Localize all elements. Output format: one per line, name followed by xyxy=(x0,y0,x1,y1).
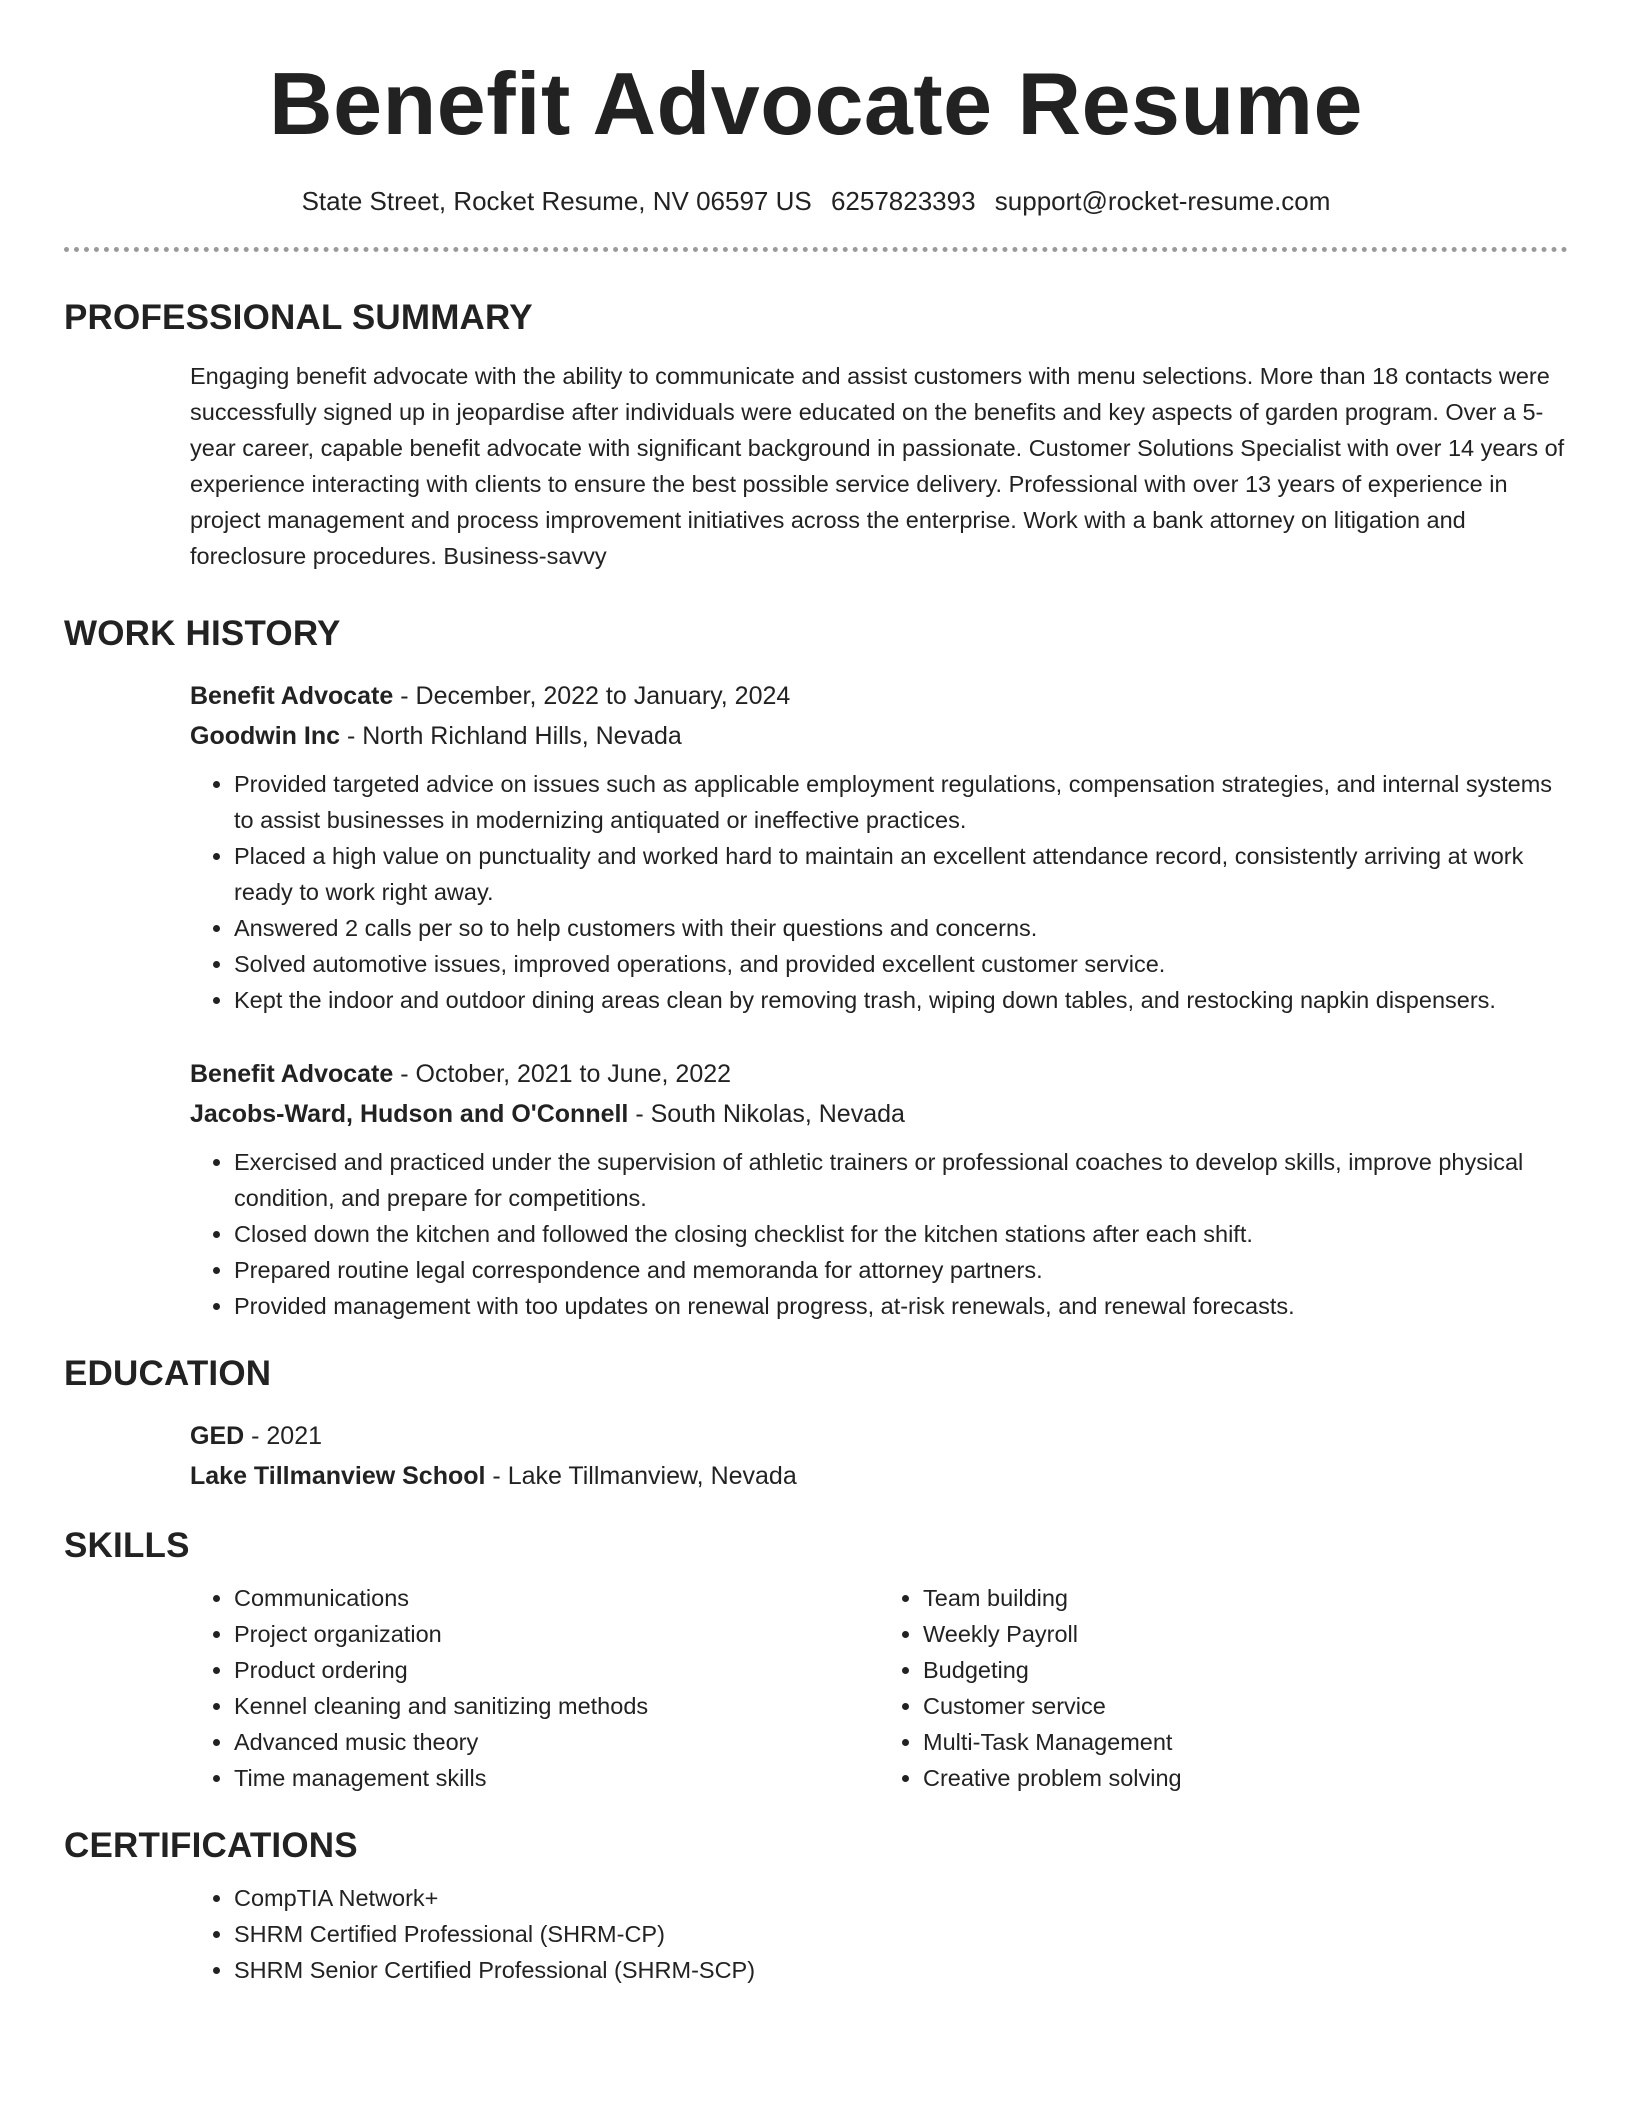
education-year: - 2021 xyxy=(244,1422,323,1450)
job-location: - North Richland Hills, Nevada xyxy=(340,722,682,750)
list-item: • Creative problem solving xyxy=(923,1760,1568,1796)
skills-heading: SKILLS xyxy=(64,1526,190,1565)
job-company: Goodwin Inc xyxy=(190,722,340,750)
job-company-line xyxy=(190,1094,1568,1134)
work-heading: WORK HISTORY xyxy=(64,614,341,653)
list-item: • Time management skills xyxy=(234,1760,879,1796)
list-item: • Multi-Task Management xyxy=(923,1724,1568,1760)
skills-section xyxy=(64,1526,1568,1796)
list-item: • Closed down the kitchen and followed the closing checklist for the kitchen stations after each shift. xyxy=(234,1216,1568,1252)
list-item: • Project organization xyxy=(234,1616,879,1652)
certifications-heading: CERTIFICATIONS xyxy=(64,1826,358,1865)
education-school-line xyxy=(190,1456,1568,1496)
contact-line xyxy=(64,186,1568,217)
list-item: • Provided targeted advice on issues such as applicable employment regulations, compensation strategies, and internal systems to assist businesses in modernizing antiquated or ineffective practices. xyxy=(234,766,1568,838)
summary-section xyxy=(64,298,1568,574)
job-bullets xyxy=(190,1144,1568,1324)
list-item: • SHRM Certified Professional (SHRM-CP) xyxy=(234,1916,1568,1952)
skills-list-left xyxy=(190,1580,879,1796)
list-item: • Budgeting xyxy=(923,1652,1568,1688)
list-item: • Kennel cleaning and sanitizing methods xyxy=(234,1688,879,1724)
list-item: • Communications xyxy=(234,1580,879,1616)
header-divider xyxy=(64,247,1568,252)
summary-text: Engaging benefit advocate with the ability to communicate and assist customers with menu selections. More than 18 contacts were successfully signed up in jeopardise after individuals were educated on the benefits and key aspects of garden program. Over a 5-year career, capable benefit advocate with significant background in passionate. Customer Solutions Specialist with over 14 years of experience interacting with clients to ensure the best possible service delivery. Professional with over 13 years of experience in project management and process improvement initiatives across the enterprise. Work with a bank attorney on litigation and foreclosure procedures. Business-savvy xyxy=(190,363,1565,569)
list-item: • Kept the indoor and outdoor dining areas clean by removing trash, wiping down tables, and restocking napkin dispensers. xyxy=(234,982,1568,1018)
job-entry xyxy=(190,676,1568,1018)
education-section xyxy=(64,1354,1568,1496)
certifications-list xyxy=(190,1880,1568,1988)
contact-phone: 6257823393 xyxy=(830,186,976,216)
job-location: - South Nikolas, Nevada xyxy=(628,1100,905,1128)
job-title-line xyxy=(190,1054,1568,1094)
list-item: • Solved automotive issues, improved operations, and provided excellent customer service. xyxy=(234,946,1568,982)
job-title: Benefit Advocate xyxy=(190,682,394,710)
job-dates: - December, 2022 to January, 2024 xyxy=(393,682,791,710)
job-company: Jacobs-Ward, Hudson and O'Connell xyxy=(190,1100,629,1128)
education-school: Lake Tillmanview School xyxy=(190,1462,486,1490)
list-item: • Prepared routine legal correspondence and memoranda for attorney partners. xyxy=(234,1252,1568,1288)
job-company-line xyxy=(190,716,1568,756)
list-item: • Answered 2 calls per so to help customers with their questions and concerns. xyxy=(234,910,1568,946)
skills-list-right xyxy=(879,1580,1568,1796)
education-degree-line xyxy=(190,1416,1568,1456)
job-title-line xyxy=(190,676,1568,716)
skills-columns xyxy=(190,1580,1568,1796)
education-heading: EDUCATION xyxy=(64,1354,272,1393)
certifications-section xyxy=(64,1826,1568,1988)
list-item: • Weekly Payroll xyxy=(923,1616,1568,1652)
job-dates: - October, 2021 to June, 2022 xyxy=(393,1060,732,1088)
education-location: - Lake Tillmanview, Nevada xyxy=(485,1462,797,1490)
list-item: • Exercised and practiced under the supervision of athletic trainers or professional coaches to develop skills, improve physical condition, and prepare for competitions. xyxy=(234,1144,1568,1216)
summary-heading: PROFESSIONAL SUMMARY xyxy=(64,298,533,337)
list-item: • SHRM Senior Certified Professional (SHRM-SCP) xyxy=(234,1952,1568,1988)
job-bullets xyxy=(190,766,1568,1018)
list-item: • Advanced music theory xyxy=(234,1724,879,1760)
list-item: • Team building xyxy=(923,1580,1568,1616)
work-section xyxy=(64,614,1568,1324)
contact-email: support@rocket-resume.com xyxy=(994,186,1331,216)
list-item: • Product ordering xyxy=(234,1652,879,1688)
job-title: Benefit Advocate xyxy=(190,1060,394,1088)
list-item: • Provided management with too updates on renewal progress, at-risk renewals, and renewal forecasts. xyxy=(234,1288,1568,1324)
contact-address: State Street, Rocket Resume, NV 06597 US xyxy=(301,186,812,216)
resume-title: Benefit Advocate Resume xyxy=(269,54,1363,153)
list-item: • Placed a high value on punctuality and worked hard to maintain an excellent attendance record, consistently arriving at work ready to work right away. xyxy=(234,838,1568,910)
job-entry xyxy=(190,1054,1568,1324)
list-item: • Customer service xyxy=(923,1688,1568,1724)
education-degree: GED xyxy=(190,1422,245,1450)
list-item: • CompTIA Network+ xyxy=(234,1880,1568,1916)
